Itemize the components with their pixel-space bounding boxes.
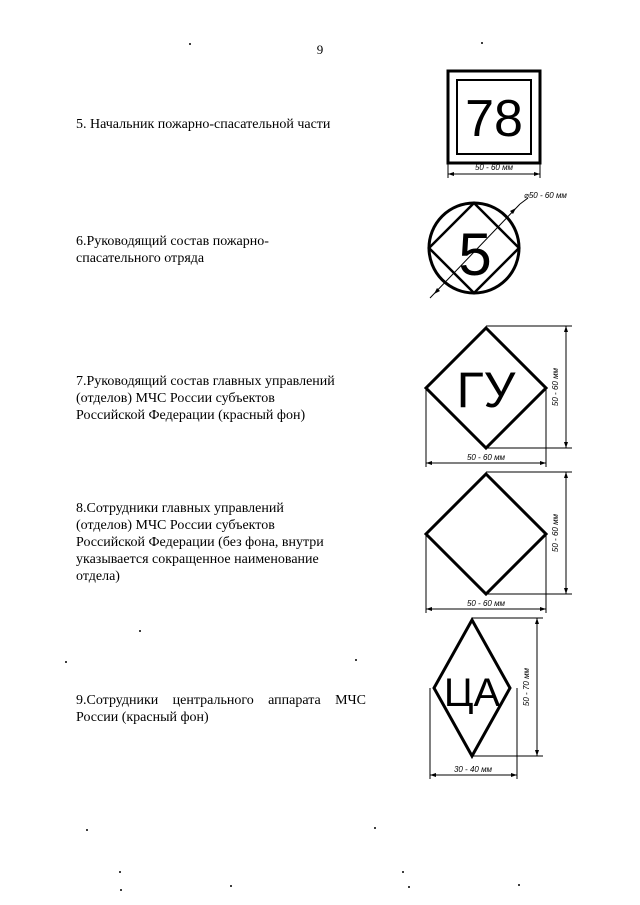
item-7-line-1: 7.Руководящий состав главных управлений xyxy=(76,374,335,389)
sign-label-5: 5 xyxy=(458,221,492,288)
item-8-line-1: 8.Сотрудники главных управлений xyxy=(76,501,284,516)
sign-label-ca: ЦА xyxy=(443,671,501,715)
dimension-width-label: 50 - 60 мм xyxy=(466,599,506,608)
dimension-height-label: 50 - 70 мм xyxy=(522,667,531,707)
page-number: 9 xyxy=(316,42,324,57)
dimension-height-label: 50 - 60 мм xyxy=(551,367,560,407)
dimension-label: 50 - 60 мм xyxy=(474,163,514,172)
item-8-line-3: Российской Федерации (без фона, внутри xyxy=(76,535,324,550)
item-6-line-1: 6.Руководящий состав пожарно- xyxy=(76,234,269,249)
dimension-height-label: 50 - 60 мм xyxy=(551,513,560,553)
sign-label-gu: ГУ xyxy=(456,362,516,418)
item-9-line-1: 9.Сотрудники центрального аппарата МЧС xyxy=(76,693,366,708)
dimension-label: ⌀50 - 60 мм xyxy=(524,191,567,200)
item-8-line-4: указывается сокращенное наименование xyxy=(76,552,319,567)
item-5-line-1: 5. Начальник пожарно-спасательной части xyxy=(76,117,331,132)
item-6-line-2: спасательного отряда xyxy=(76,251,205,266)
item-9-line-2: России (красный фон) xyxy=(76,710,209,725)
dimension-width-label: 50 - 60 мм xyxy=(466,453,506,462)
sign-label-78: 78 xyxy=(465,90,523,148)
item-7-line-2: (отделов) МЧС России субъектов xyxy=(76,391,275,406)
item-7-line-3: Российской Федерации (красный фон) xyxy=(76,408,306,423)
item-8-line-2: (отделов) МЧС России субъектов xyxy=(76,518,275,533)
dimension-width-label: 30 - 40 мм xyxy=(453,765,493,774)
item-8-line-5: отдела) xyxy=(76,569,120,584)
